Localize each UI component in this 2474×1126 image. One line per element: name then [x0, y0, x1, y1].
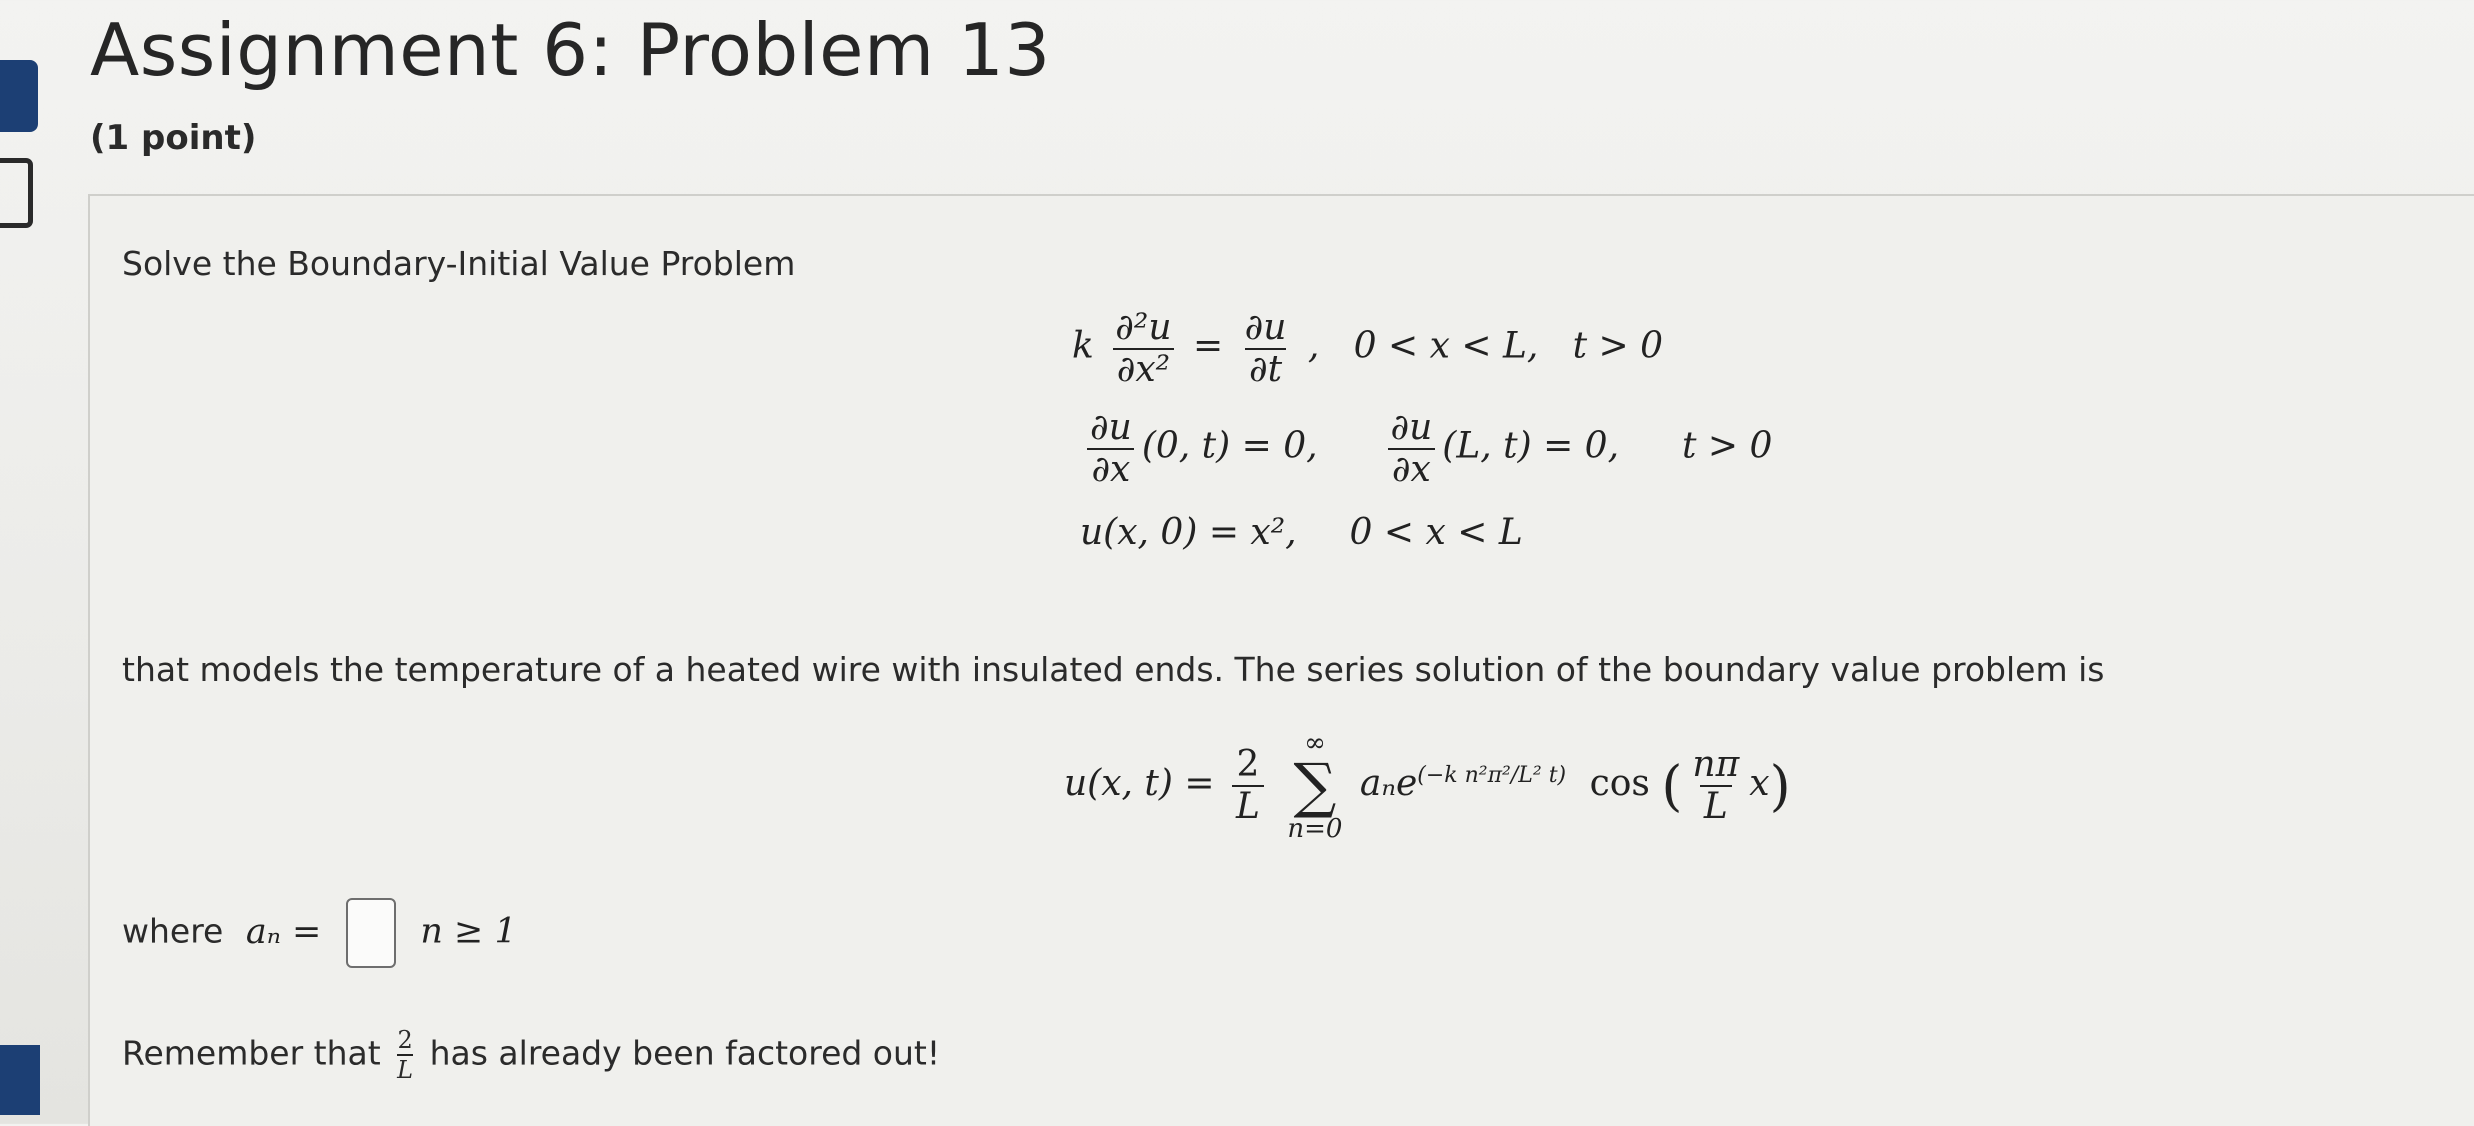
an-answer-input[interactable] — [346, 898, 396, 968]
pde-equation: k $\frac{\text{∂²u}}{\text{∂x²}}$ = $\frac{\partial u}{\partial t}$ , 0 < x < L, t > 0 — [1072, 307, 1664, 390]
page-title: Assignment 6: Problem 13 — [90, 8, 1051, 92]
an-label: aₙ = — [245, 911, 322, 952]
n-condition: n ≥ 1 — [420, 911, 517, 952]
boundary-conditions: $\frac{\partial u}{\partial x}$ (0, t) = 0, $\frac{\partial u}{\partial x}$ (L, t) = 0, t > 0 — [1080, 408, 1772, 489]
remember-note: Remember that $\frac{2}{L}$ has already been factored out! — [122, 1026, 941, 1084]
problem-intro: Solve the Boundary-Initial Value Problem — [122, 244, 796, 283]
problem-description: that models the temperature of a heated wire with insulated ends. The series solution of the boundary value problem is — [122, 650, 2105, 689]
initial-condition: u(x, 0) = x², 0 < x < L — [1080, 512, 1523, 553]
sidebar-marker-outline — [0, 158, 33, 228]
series-solution: u(x, t) = $\frac{2}{L}$ ∞ ∑ n=0 aₙe$^{(-k n^2\pi^2/L^2 t)}$ cos ( $\frac{n\pi}{L}$ x) — [1064, 728, 1791, 844]
points-label: (1 point) — [90, 118, 257, 158]
sidebar-marker-filled — [0, 60, 38, 132]
where-label: where — [122, 911, 224, 951]
answer-row — [122, 898, 517, 968]
sidebar-marker-bottom — [0, 1045, 40, 1115]
